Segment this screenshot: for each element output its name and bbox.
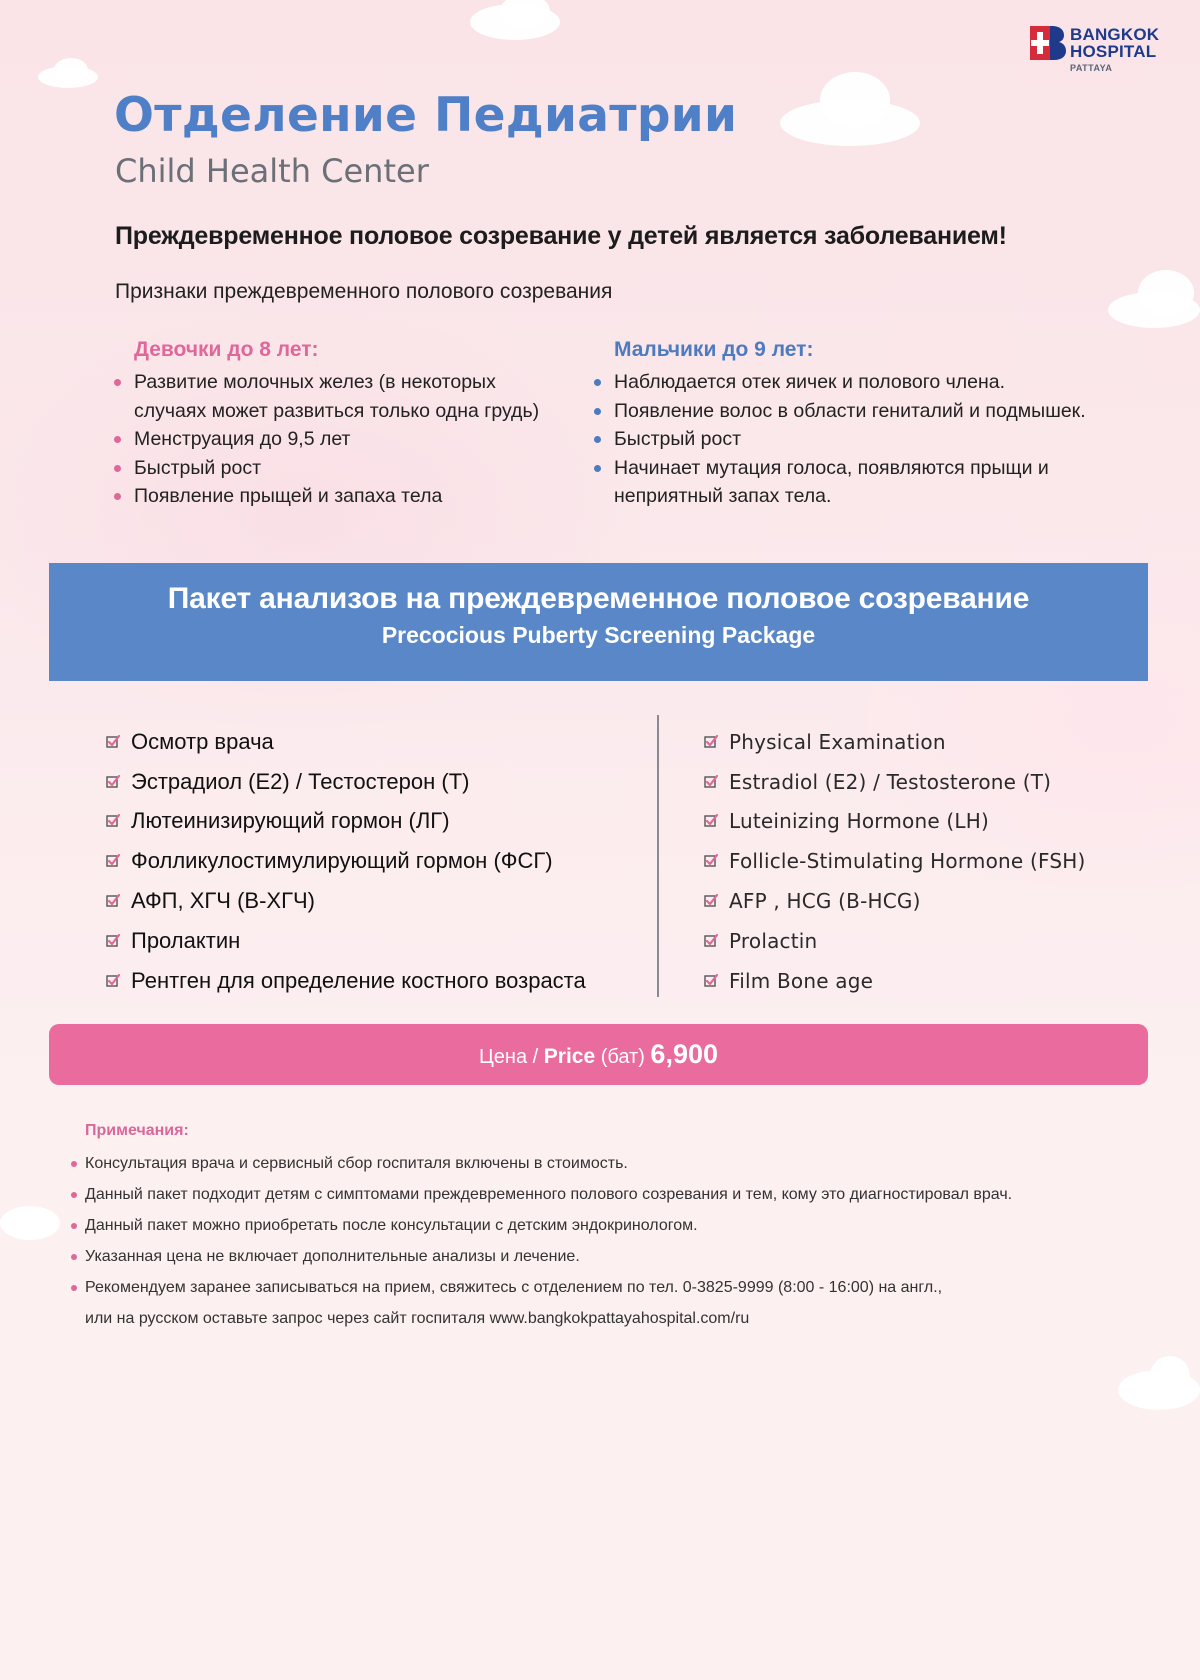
price-label-en: Price: [543, 1045, 596, 1068]
boys-signs-section: [592, 338, 1152, 511]
package-item: Пролактин: [106, 921, 586, 961]
checkbox-checked-icon: [106, 974, 120, 988]
note-item: Рекомендуем заранее записываться на прием, свяжитесь с отделением по тел. 0-3825-9999 (8:00 - 16:00) на англ.,: [69, 1272, 1169, 1303]
boys-sign-item: Появление волос в области гениталий и подмышек.: [592, 397, 1152, 426]
bullet-icon: [114, 379, 121, 386]
girls-sign-item-continuation: случаях может развиться только одна грудь): [134, 399, 540, 422]
package-item: Estradiol (E2) / Testosterone (T): [704, 762, 1085, 802]
price-bar: [49, 1024, 1148, 1085]
bullet-icon: [71, 1285, 77, 1291]
checkbox-checked-icon: [704, 934, 718, 948]
bullet-icon: [114, 436, 121, 443]
package-item: АФП, ХГЧ (В-ХГЧ): [106, 881, 586, 921]
logo-text-bangkok: BANGKOK: [1070, 25, 1160, 44]
girls-sign-item: Быстрый рост: [112, 454, 582, 483]
bullet-icon: [594, 379, 601, 386]
package-list-en: [704, 722, 1085, 1001]
package-item: Эстрадиол (Е2) / Тестостерон (Т): [106, 762, 586, 802]
girls-signs-section: [112, 338, 582, 511]
price-unit: (бат): [595, 1046, 651, 1068]
cloud-decoration: [1150, 1356, 1190, 1396]
checkbox-checked-icon: [106, 775, 120, 789]
checkbox-checked-icon: [106, 814, 120, 828]
boys-heading: Мальчики до 9 лет:: [614, 338, 814, 361]
bullet-icon: [114, 465, 121, 472]
bullet-icon: [71, 1192, 77, 1198]
checkbox-checked-icon: [704, 814, 718, 828]
column-divider: [657, 715, 659, 997]
note-item: Указанная цена не включает дополнительные анализы и лечение.: [69, 1241, 1169, 1272]
cloud-decoration: [0, 1206, 60, 1240]
package-item: Осмотр врача: [106, 722, 586, 762]
checkbox-checked-icon: [106, 894, 120, 908]
note-item: Консультация врача и сервисный сбор госпиталя включены в стоимость.: [69, 1148, 1169, 1179]
checkbox-checked-icon: [704, 894, 718, 908]
boys-sign-item: Наблюдается отек яичек и полового члена.: [592, 368, 1152, 397]
logo-text-hospital: HOSPITAL: [1070, 42, 1157, 61]
checkbox-checked-icon: [704, 735, 718, 749]
cloud-decoration: [1138, 270, 1194, 316]
bullet-icon: [71, 1254, 77, 1260]
checkbox-checked-icon: [704, 974, 718, 988]
package-item: Рентген для определение костного возраста: [106, 961, 586, 1001]
price-amount: 6,900: [650, 1039, 718, 1069]
package-item: Luteinizing Hormone (LH): [704, 802, 1085, 842]
boys-sign-item-continuation: неприятный запах тела.: [614, 485, 832, 507]
page-title: Отделение Педиатрии: [114, 88, 738, 143]
package-item: Лютеинизирующий гормон (ЛГ): [106, 802, 586, 842]
price-label-ru: Цена /: [479, 1046, 544, 1068]
bullet-icon: [114, 493, 121, 500]
girls-sign-item: Появление прыщей и запаха тела: [112, 482, 582, 511]
girls-sign-item: Развитие молочных желез (в некоторых: [112, 368, 582, 397]
page-subtitle: Child Health Center: [115, 152, 429, 190]
package-item: Prolactin: [704, 921, 1085, 961]
package-title-en: Precocious Puberty Screening Package: [381, 622, 816, 648]
package-title-ru: Пакет анализов на преждевременное половое созревание: [167, 582, 1030, 615]
checkbox-checked-icon: [106, 854, 120, 868]
package-item: AFP , HCG (B-HCG): [704, 881, 1085, 921]
girls-heading: Девочки до 8 лет:: [134, 338, 319, 361]
note-item: Данный пакет можно приобретать после консультации с детским эндокринологом.: [69, 1210, 1169, 1241]
package-item: Фолликулостимулирующий гормон (ФСГ): [106, 841, 586, 881]
bullet-icon: [71, 1223, 77, 1229]
note-item-continuation: или на русском оставьте запрос через сайт госпиталя www.bangkokpattayahospital.com/ru: [85, 1310, 750, 1327]
package-banner: [49, 563, 1148, 681]
bullet-icon: [594, 436, 601, 443]
bangkok-hospital-logo: [1030, 24, 1180, 76]
headline: Преждевременное половое созревание у детей является заболеванием!: [115, 222, 1007, 250]
package-item: Physical Examination: [704, 722, 1085, 762]
package-item: Film Bone age: [704, 961, 1085, 1001]
bullet-icon: [594, 408, 601, 415]
hospital-cross-icon: [1030, 26, 1066, 60]
note-item: Данный пакет подходит детям с симптомами преждевременного полового созревания и тем, кому это диагностировал врач.: [69, 1179, 1169, 1210]
notes-section: [69, 1122, 1169, 1334]
checkbox-checked-icon: [106, 735, 120, 749]
boys-sign-item: Быстрый рост: [592, 425, 1152, 454]
logo-text-pattaya: PATTAYA: [1070, 63, 1113, 73]
checkbox-checked-icon: [704, 775, 718, 789]
notes-title: Примечания:: [85, 1122, 189, 1139]
cloud-decoration: [820, 72, 890, 128]
boys-sign-item: Начинает мутация голоса, появляются прыщи и: [592, 454, 1152, 483]
bullet-icon: [71, 1161, 77, 1167]
girls-sign-item: Менструация до 9,5 лет: [112, 425, 582, 454]
bullet-icon: [594, 465, 601, 472]
checkbox-checked-icon: [106, 934, 120, 948]
signs-label: Признаки преждевременного полового созревания: [115, 280, 613, 303]
cloud-decoration: [54, 58, 88, 82]
checkbox-checked-icon: [704, 854, 718, 868]
package-list-ru: [106, 722, 586, 1001]
package-item: Follicle-Stimulating Hormone (FSH): [704, 841, 1085, 881]
